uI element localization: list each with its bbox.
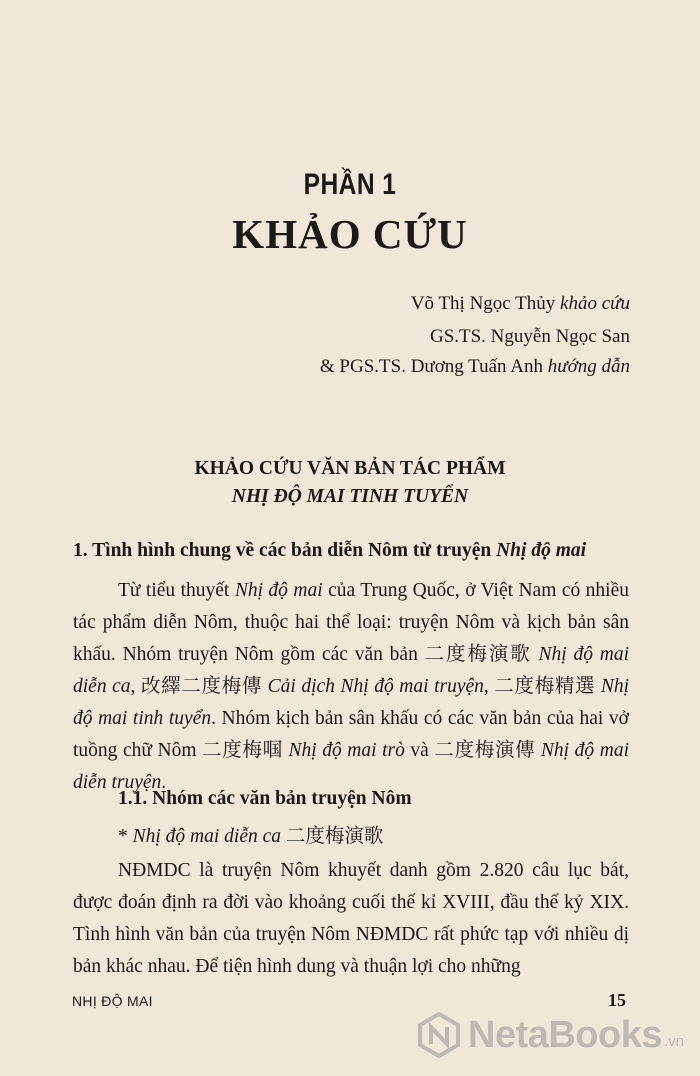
- text-segment: Từ tiểu thuyết: [118, 580, 235, 601]
- section-heading: [73, 540, 586, 562]
- credit-advisor-1: GS.TS. Nguyễn Ngọc San: [429, 326, 630, 347]
- credit-advisor-role: hướng dẫn: [547, 356, 630, 377]
- subsection-heading: 1.1. Nhóm các văn bản truyện Nôm: [118, 788, 412, 809]
- text-segment: , 改繹二度梅傳: [130, 676, 268, 697]
- credit-advisor-2: [320, 356, 630, 378]
- credit-author-name: Võ Thị Ngọc Thủy: [410, 293, 556, 314]
- credit-author-role: khảo cứu: [560, 293, 630, 314]
- section-heading-italic: Nhị độ mai: [496, 540, 587, 561]
- item-bullet: *: [118, 826, 133, 847]
- text-segment: . Nhóm kịch bản sân khấu có các văn bản của hai vở tuồng chữ Nôm 二度梅啯: [73, 708, 629, 761]
- text-segment: , 二度梅精選: [483, 676, 601, 697]
- text-segment: và 二度梅演傳: [404, 740, 541, 761]
- item-title: Nhị độ mai diễn ca: [132, 826, 282, 847]
- text-segment: của Trung Quốc, ở Việt Nam có nhiều tác phẩm diễn Nôm, thuộc hai thể loại: truyện Nôm và kịch bản sân khấu. Nhóm truyện Nôm gồm các văn bản 二度梅演歌: [73, 580, 629, 665]
- section-heading-text: 1. Tình hình chung về các bản diễn Nôm từ truyện: [73, 540, 497, 561]
- netabooks-logo-icon: [416, 1012, 462, 1058]
- italic-title-segment: Nhị độ mai diễn truyện: [73, 740, 629, 793]
- italic-title-segment: Nhị độ mai diễn ca: [73, 644, 629, 697]
- italic-title-segment: Cải dịch Nhị độ mai truyện: [267, 676, 484, 697]
- chapter-title: KHẢO CỨU VĂN BẢN TÁC PHẨM: [194, 458, 506, 479]
- item-han-title: 二度梅演歌: [281, 826, 384, 847]
- part-title: KHẢO CỨU: [232, 211, 468, 257]
- body-paragraph-1: [73, 575, 629, 799]
- credit-author: [411, 293, 630, 315]
- watermark-brand: NetaBooks: [468, 1013, 662, 1056]
- page-number: 15: [608, 990, 626, 1010]
- watermark: [416, 1012, 684, 1058]
- body-paragraph-2: NĐMDC là truyện Nôm khuyết danh gồm 2.820 câu lục bát, được đoán định ra đời vào khoảng cuối thế kỉ XVIII, đầu thế kỷ XIX. Tình hình văn bản của truyện Nôm NĐMDC rất phức tạp với nhiều dị bản khác nhau. Để tiện hình dung và thuận lợi cho những: [73, 860, 629, 977]
- running-footer: NHỊ ĐỘ MAI: [72, 993, 153, 1009]
- credit-advisor-2-name: & PGS.TS. Dương Tuấn Anh: [319, 356, 543, 377]
- chapter-subtitle: NHỊ ĐỘ MAI TINH TUYỂN: [231, 486, 469, 507]
- text-segment: .: [161, 772, 167, 793]
- italic-title-segment: Nhị độ mai: [234, 580, 323, 601]
- subsection-item: [118, 820, 383, 848]
- italic-title-segment: Nhị độ mai tinh tuyển: [73, 676, 629, 729]
- watermark-suffix: .vn: [664, 1033, 685, 1050]
- part-label: PHẦN 1: [303, 168, 397, 201]
- italic-title-segment: Nhị độ mai trò: [288, 740, 405, 761]
